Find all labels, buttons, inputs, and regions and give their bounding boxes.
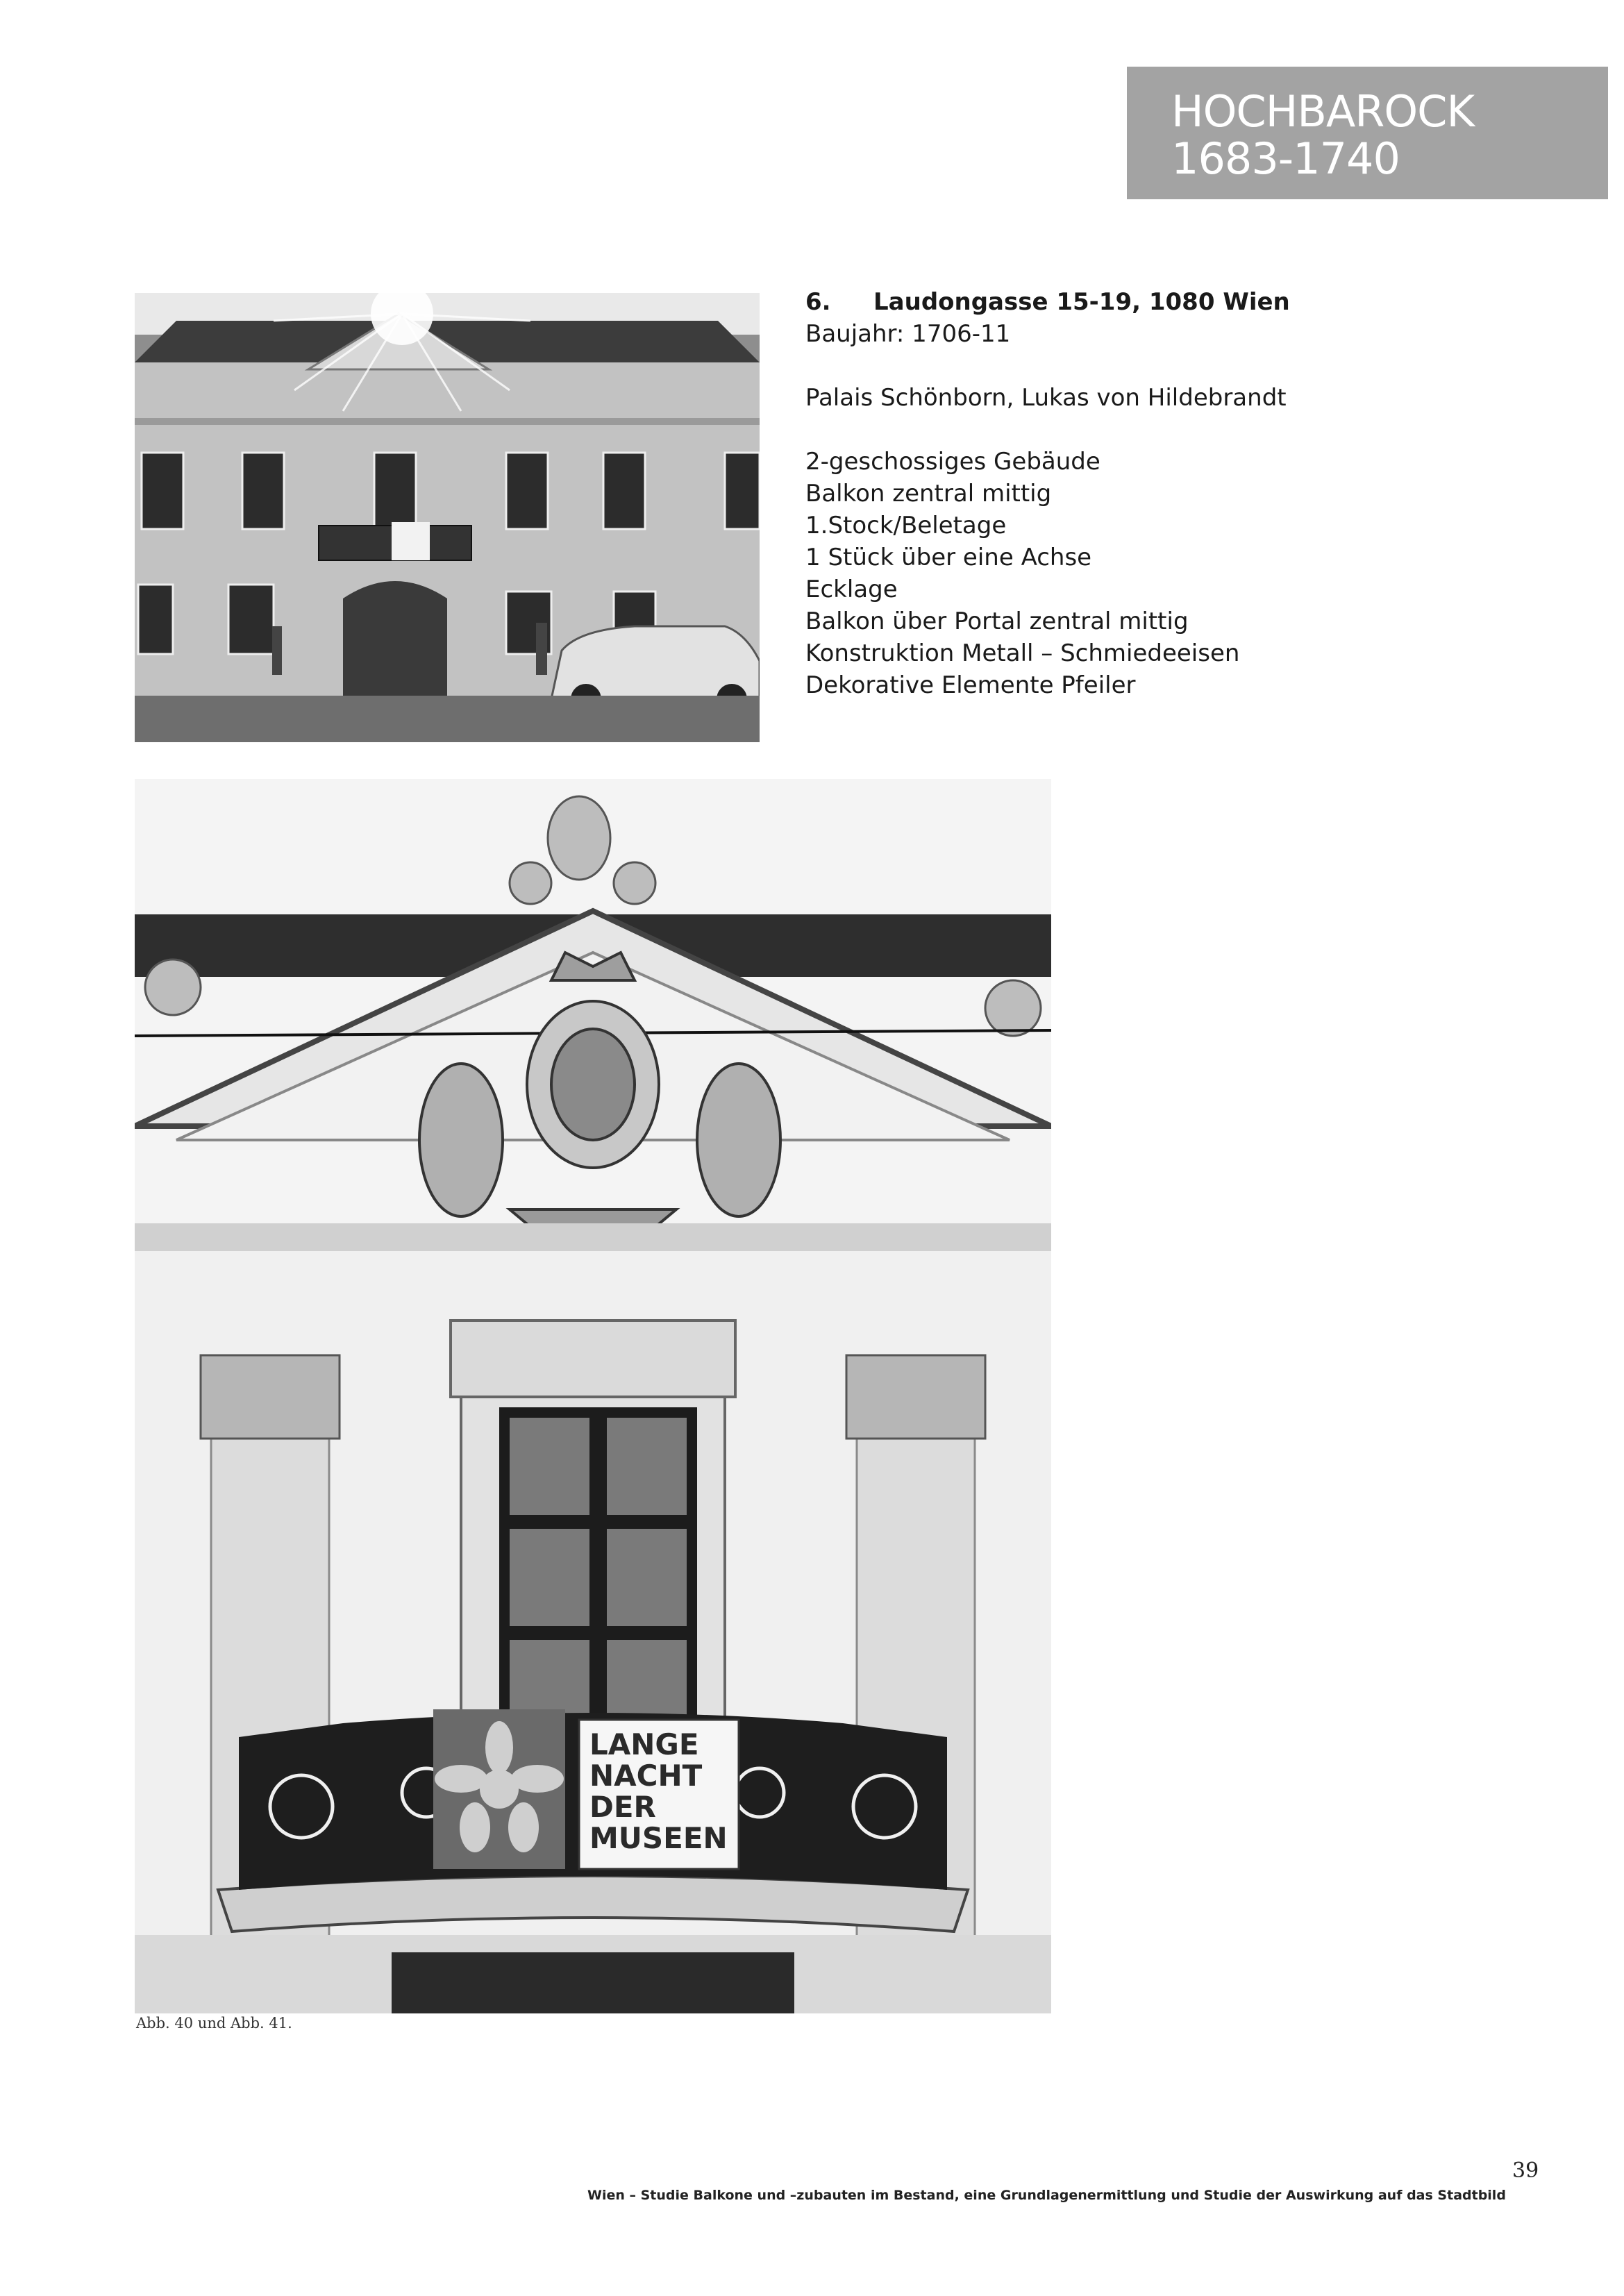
epoch-years: 1683-1740: [1171, 133, 1400, 184]
entry-built: Baujahr: 1706-11: [805, 320, 1011, 348]
entry-address: Laudongasse 15-19, 1080 Wien: [873, 288, 1290, 316]
feature-item: 1 Stück über eine Achse: [805, 544, 1092, 571]
facade-photo: [135, 293, 760, 742]
epoch-header: [1127, 67, 1608, 199]
feature-item: Balkon zentral mittig: [805, 480, 1052, 508]
entry-heading: [805, 286, 1569, 318]
feature-item: Ecklage: [805, 576, 898, 603]
feature-item: 2-geschossiges Gebäude: [805, 448, 1100, 476]
feature-item: 1.Stock/Beletage: [805, 512, 1007, 539]
epoch-title: HOCHBAROCK: [1171, 86, 1475, 137]
feature-item: Konstruktion Metall – Schmiedeeisen: [805, 639, 1240, 667]
balcony-detail-photo: [135, 779, 1051, 2013]
figure-caption: Abb. 40 und Abb. 41.: [136, 2015, 292, 2031]
building-entry: [805, 286, 1569, 701]
banner-word: NACHT: [589, 1759, 703, 1793]
feature-item: Balkon über Portal zentral mittig: [805, 607, 1189, 635]
entry-number: 6.: [805, 288, 831, 316]
banner-word: LANGE: [589, 1727, 699, 1761]
footer-text: Wien – Studie Balkone und –zubauten im Bestand, eine Grundlagenermittlung und Studie der Auswirkung auf das Stadtbild: [587, 2188, 1506, 2203]
page-number: 39: [1512, 2159, 1539, 2183]
banner-word: MUSEEN: [589, 1821, 728, 1855]
feature-item: Dekorative Elemente Pfeiler: [805, 671, 1136, 699]
entry-architect: Palais Schönborn, Lukas von Hildebrandt: [805, 384, 1287, 412]
banner-word: DER: [589, 1790, 656, 1824]
